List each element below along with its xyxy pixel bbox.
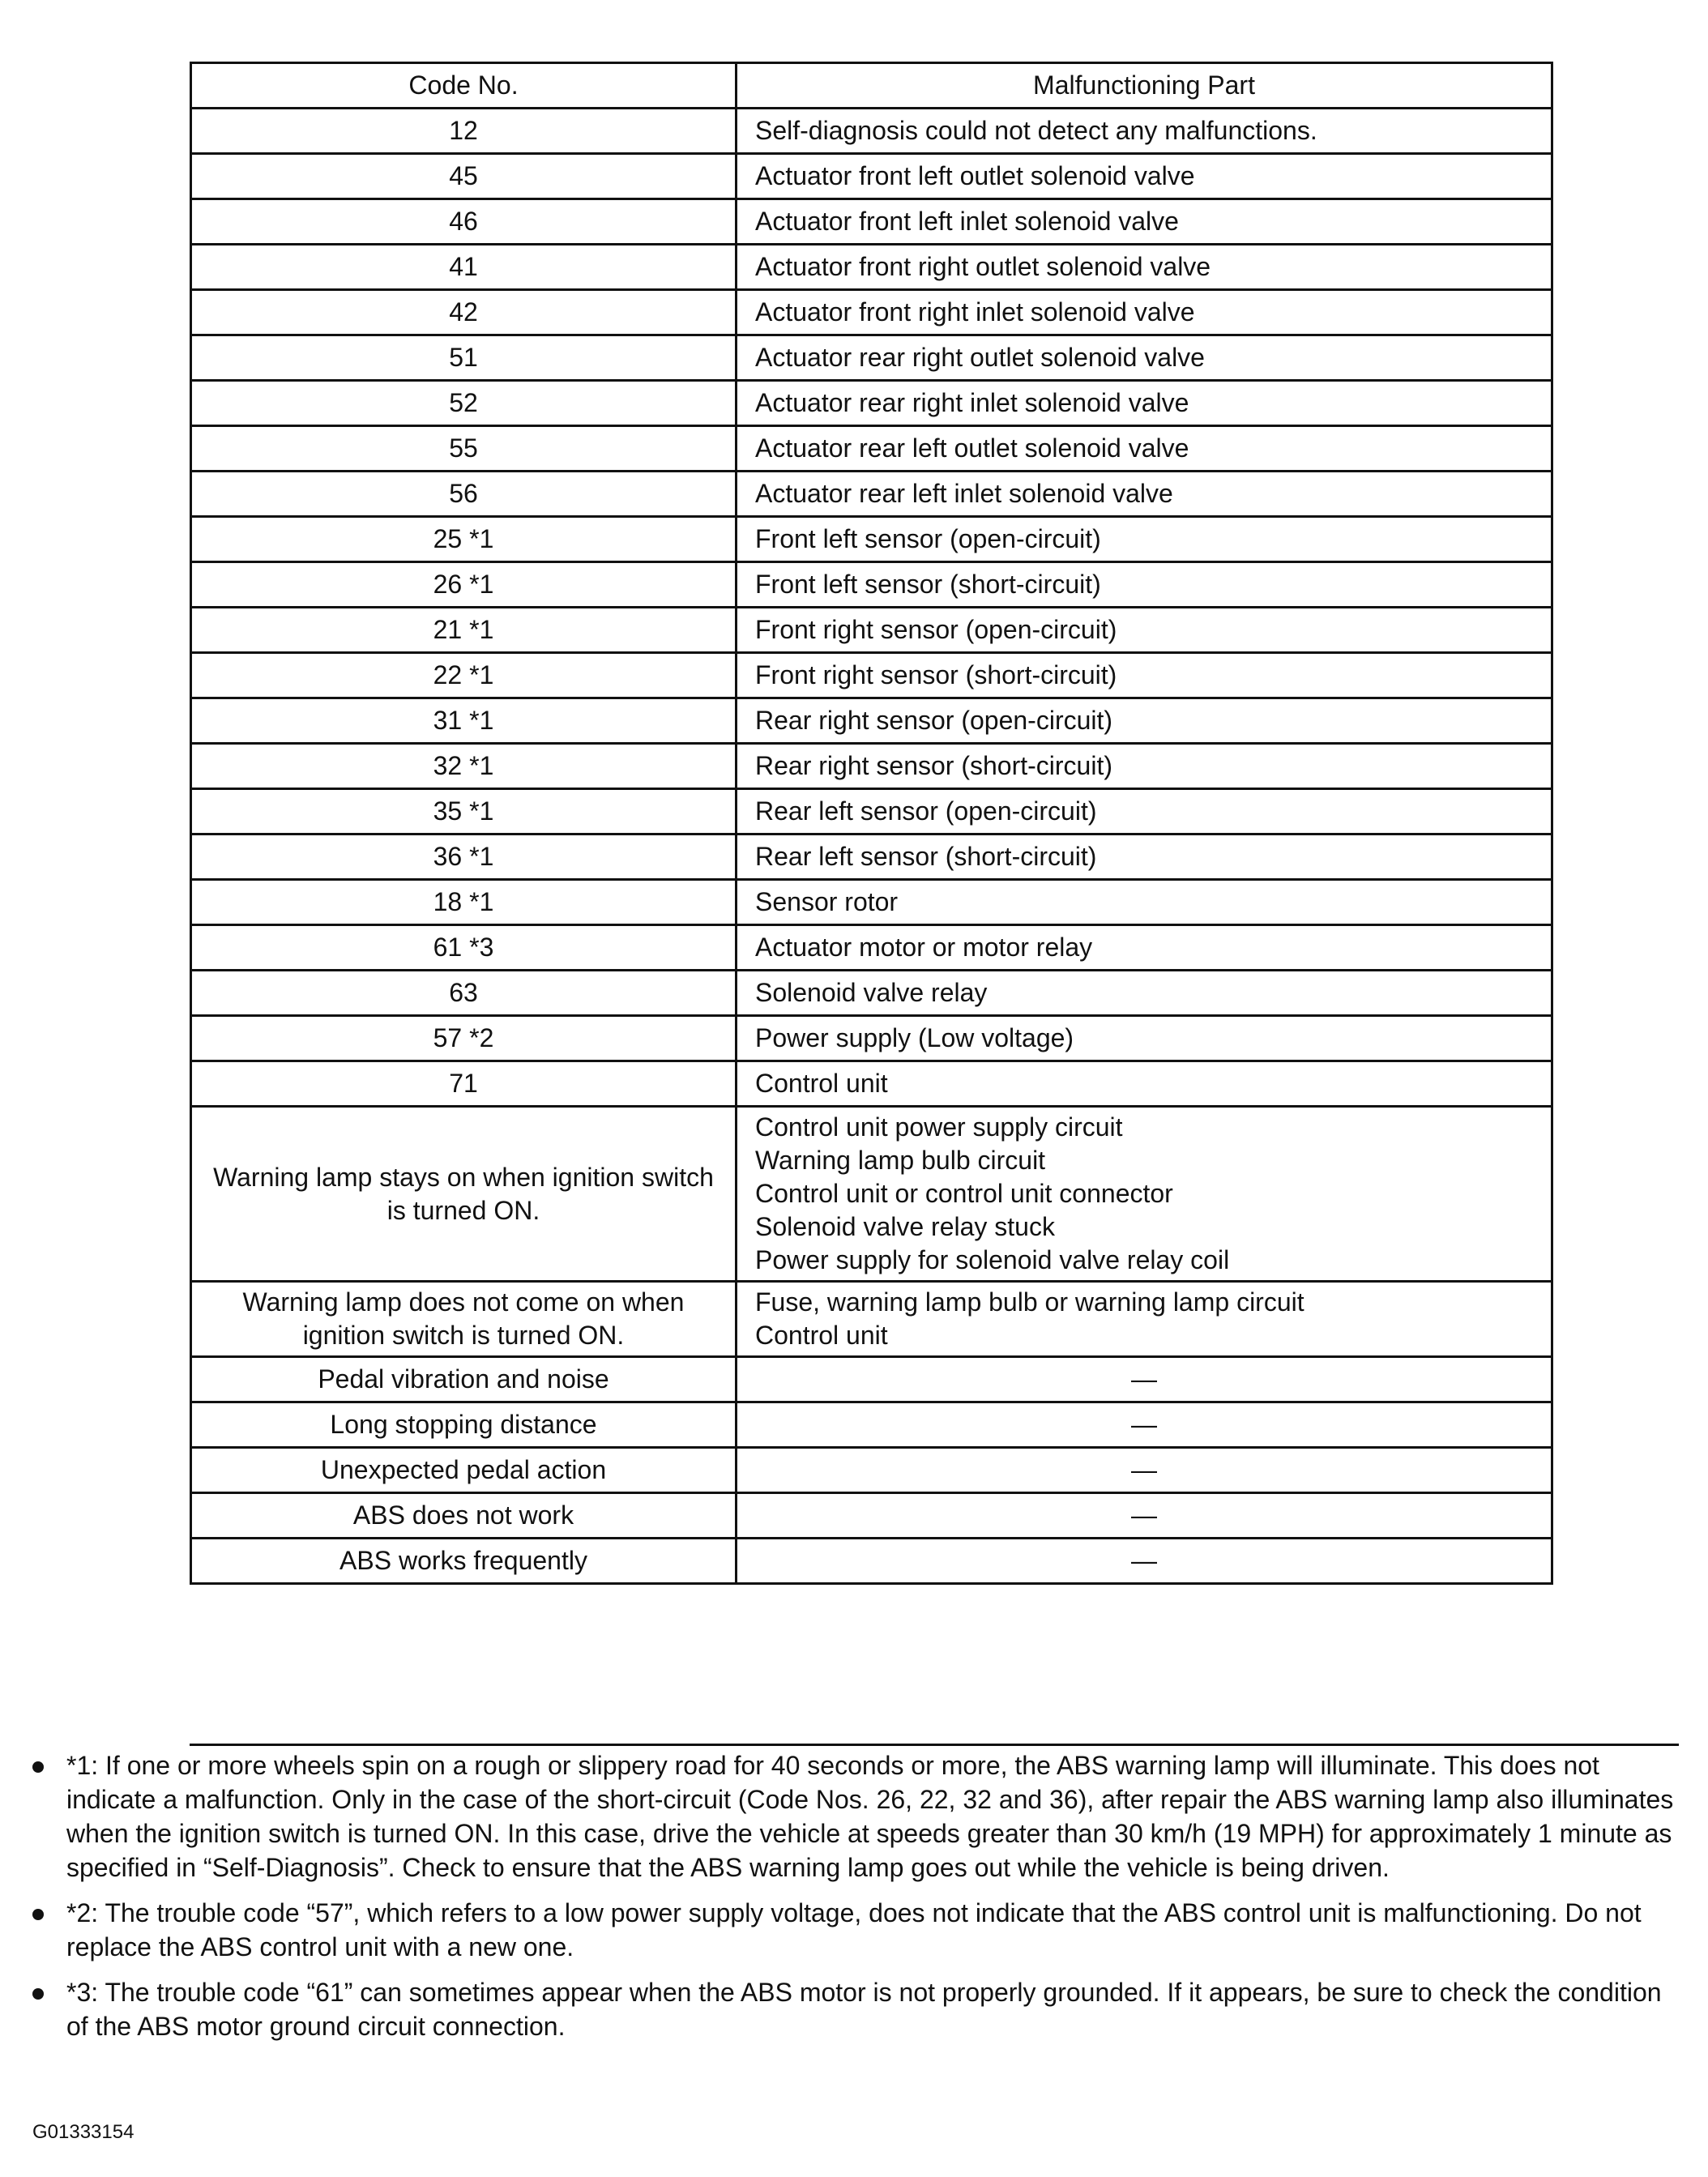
malfunctioning-part-cell [737,562,1552,608]
code-cell: 61 *3 [191,925,737,971]
table-header-row [191,63,1552,109]
table-row [191,1357,1552,1402]
code-cell: 46 [191,199,737,245]
code-cell: 26 *1 [191,562,737,608]
malfunctioning-part-cell [737,199,1552,245]
malfunctioning-part-cell [737,653,1552,698]
part-line: Front right sensor (short-circuit) [755,660,1117,689]
table-body [191,109,1552,1584]
footnote-text: *1: If one or more wheels spin on a rough or slippery road for 40 seconds or more, the ABS warning lamp will illuminate. This does not indicate a malfunction. Only in the case of the short-circuit (Code Nos. 26, 22, 32 and 36), after repair the ABS warning lamp also illuminates when the ignition switch is turned ON. In this case, drive the vehicle at speeds greater than 30 km/h (19 MPH) for approximately 1 minute as specified in “Self-Diagnosis”. Check to ensure that the ABS warning lamp goes out while the vehicle is being driven. [66,1751,1674,1882]
code-no-header: Code No. [191,63,737,109]
bullet-icon [32,1988,44,2000]
part-line: Control unit [755,1069,888,1098]
code-cell: 56 [191,472,737,517]
part-line: Control unit [755,1321,888,1350]
part-line: Control unit or control unit connector [755,1179,1173,1208]
malfunctioning-part-cell [737,426,1552,472]
code-cell: 41 [191,245,737,290]
code-cell: 22 *1 [191,653,737,698]
malfunctioning-part-cell [737,245,1552,290]
part-line: Actuator rear right outlet solenoid valve [755,343,1205,372]
part-line: — [1131,1455,1157,1484]
table-row [191,1016,1552,1061]
malfunctioning-part-header: Malfunctioning Part [737,63,1552,109]
code-cell: 31 *1 [191,698,737,744]
part-line: Rear right sensor (short-circuit) [755,751,1112,780]
table-row [191,109,1552,154]
part-line: Fuse, warning lamp bulb or warning lamp circuit [755,1287,1304,1317]
code-cell: 42 [191,290,737,335]
code-cell: 12 [191,109,737,154]
malfunctioning-part-cell [737,1282,1552,1357]
malfunctioning-part-cell [737,1061,1552,1107]
part-line: Actuator front right outlet solenoid valve [755,252,1211,281]
malfunctioning-part-cell [737,1107,1552,1282]
table-row [191,608,1552,653]
code-cell: ABS works frequently [191,1539,737,1584]
table-row [191,335,1552,381]
table-row [191,426,1552,472]
footnote-3 [32,1975,1677,2043]
table-row [191,835,1552,880]
table-row [191,562,1552,608]
code-cell: Pedal vibration and noise [191,1357,737,1402]
table-row [191,789,1552,835]
table-row [191,517,1552,562]
figure-id: G01333154 [32,2121,135,2143]
table-row [191,199,1552,245]
code-cell: 21 *1 [191,608,737,653]
part-line: Power supply (Low voltage) [755,1023,1074,1052]
malfunctioning-part-cell [737,154,1552,199]
code-cell: Unexpected pedal action [191,1448,737,1493]
table-row [191,971,1552,1016]
code-cell: 45 [191,154,737,199]
part-line: Solenoid valve relay stuck [755,1212,1055,1241]
malfunctioning-part-cell [737,472,1552,517]
footnote-text: *2: The trouble code “57”, which refers to a low power supply voltage, does not indicate that the ABS control unit is malfunctioning. Do not replace the ABS control unit with a new one. [66,1898,1642,1961]
part-line: Rear left sensor (open-circuit) [755,796,1097,826]
table-row [191,1282,1552,1357]
code-cell: 71 [191,1061,737,1107]
bullet-icon [32,1909,44,1920]
code-cell: ABS does not work [191,1493,737,1539]
code-cell: 25 *1 [191,517,737,562]
part-line: Warning lamp bulb circuit [755,1146,1046,1175]
malfunctioning-part-cell [737,789,1552,835]
malfunctioning-part-cell [737,1493,1552,1539]
table-row [191,154,1552,199]
part-line: Self-diagnosis could not detect any malfunctions. [755,116,1317,145]
malfunctioning-part-cell [737,1539,1552,1584]
malfunctioning-part-cell [737,1016,1552,1061]
part-line: Actuator rear right inlet solenoid valve [755,388,1189,417]
table-row [191,245,1552,290]
footnote-1 [32,1748,1677,1885]
code-cell: 51 [191,335,737,381]
part-line: — [1131,1364,1157,1394]
malfunctioning-part-cell [737,925,1552,971]
table-row [191,1539,1552,1584]
malfunctioning-part-cell [737,744,1552,789]
malfunctioning-part-cell [737,1448,1552,1493]
code-cell: 63 [191,971,737,1016]
malfunctioning-part-cell [737,109,1552,154]
malfunctioning-part-cell [737,381,1552,426]
table-row [191,1448,1552,1493]
part-line: Actuator front left outlet solenoid valve [755,161,1195,190]
code-cell: 18 *1 [191,880,737,925]
code-cell: Warning lamp does not come on when ignition switch is turned ON. [191,1282,737,1357]
code-cell: 32 *1 [191,744,737,789]
table-row [191,381,1552,426]
footnote-text: *3: The trouble code “61” can sometimes appear when the ABS motor is not properly grounded. If it appears, be sure to check the condition of the ABS motor ground circuit connection. [66,1978,1662,2041]
table-row [191,744,1552,789]
code-cell: 55 [191,426,737,472]
code-cell: 52 [191,381,737,426]
part-line: Actuator rear left outlet solenoid valve [755,433,1189,463]
malfunctioning-part-cell [737,290,1552,335]
bullet-icon [32,1761,44,1773]
table-row [191,653,1552,698]
table-row [191,880,1552,925]
footnotes [32,1748,1677,2055]
table-row [191,1493,1552,1539]
code-cell: Long stopping distance [191,1402,737,1448]
table-row [191,1061,1552,1107]
part-line: Power supply for solenoid valve relay coil [755,1245,1230,1274]
table-row [191,925,1552,971]
part-line: Actuator front right inlet solenoid valve [755,297,1195,327]
part-line: Front right sensor (open-circuit) [755,615,1117,644]
part-line: — [1131,1410,1157,1439]
malfunctioning-part-cell [737,517,1552,562]
malfunctioning-part-cell [737,608,1552,653]
footnote-2 [32,1896,1677,1964]
malfunctioning-part-cell [737,835,1552,880]
part-line: — [1131,1500,1157,1530]
part-line: Actuator rear left inlet solenoid valve [755,479,1173,508]
code-cell: 35 *1 [191,789,737,835]
part-line: Solenoid valve relay [755,978,988,1007]
part-line: — [1131,1546,1157,1575]
table-row [191,1402,1552,1448]
malfunctioning-part-cell [737,698,1552,744]
malfunctioning-part-cell [737,880,1552,925]
part-line: Rear left sensor (short-circuit) [755,842,1097,871]
part-line: Actuator motor or motor relay [755,933,1093,962]
code-cell: 57 *2 [191,1016,737,1061]
malfunctioning-part-cell [737,1402,1552,1448]
part-line: Sensor rotor [755,887,899,916]
table-row [191,698,1552,744]
part-line: Actuator front left inlet solenoid valve [755,207,1179,236]
part-line: Front left sensor (open-circuit) [755,524,1101,553]
code-cell: 36 *1 [191,835,737,880]
table-bottom-rule [190,1744,1679,1746]
code-cell: Warning lamp stays on when ignition switch is turned ON. [191,1107,737,1282]
part-line: Front left sensor (short-circuit) [755,570,1101,599]
part-line: Control unit power supply circuit [755,1112,1123,1142]
part-line: Rear right sensor (open-circuit) [755,706,1113,735]
table-row [191,290,1552,335]
trouble-code-table [190,62,1553,1585]
table-row [191,1107,1552,1282]
malfunctioning-part-cell [737,335,1552,381]
malfunctioning-part-cell [737,971,1552,1016]
table-row [191,472,1552,517]
malfunctioning-part-cell [737,1357,1552,1402]
